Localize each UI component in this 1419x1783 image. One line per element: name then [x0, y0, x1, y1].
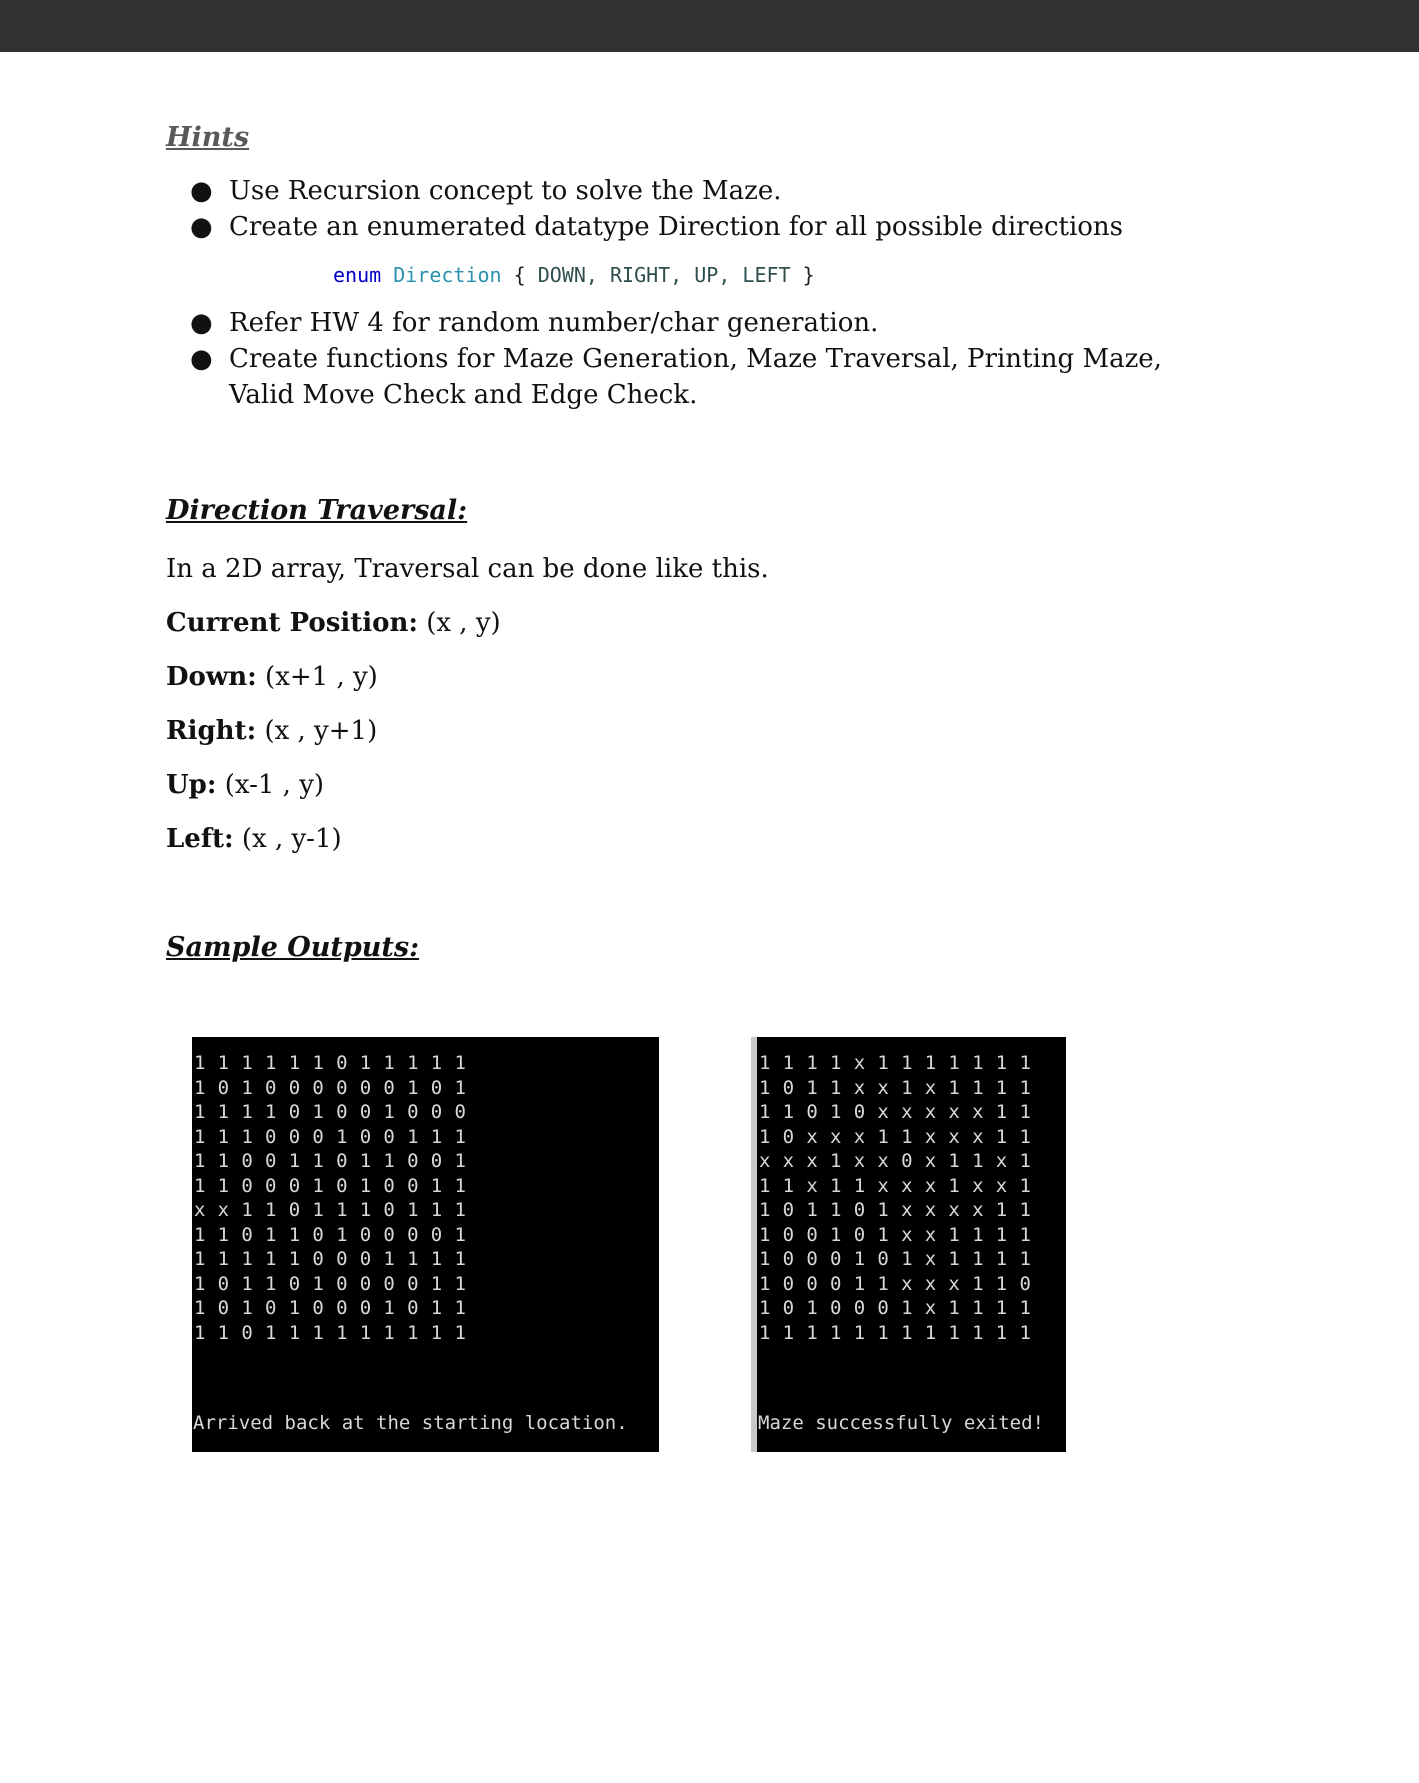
position-up — [166, 770, 1266, 800]
maze-row: 1 1 1 1 0 1 0 0 1 0 0 0 — [194, 1101, 467, 1123]
maze-row: 1 1 0 1 0 x x x x x 1 1 — [759, 1101, 1032, 1123]
position-left — [166, 824, 1266, 854]
maze-row: 1 0 1 0 1 0 0 0 1 0 1 1 — [194, 1297, 467, 1319]
code-values: DOWN, RIGHT, UP, LEFT — [537, 263, 791, 287]
position-label: Right: — [166, 716, 257, 746]
position-right — [166, 716, 1266, 746]
code-brace-close: } — [802, 263, 815, 287]
position-label: Up: — [166, 770, 217, 800]
direction-heading: Direction Traversal: — [166, 495, 468, 526]
maze-row: 1 0 1 1 0 1 0 0 0 0 1 1 — [194, 1272, 467, 1295]
maze-row: 1 1 1 1 1 1 0 1 1 1 1 1 — [194, 1052, 467, 1074]
maze-row: 1 1 0 1 1 1 1 1 1 1 1 1 — [194, 1321, 467, 1344]
maze-row: 1 1 0 0 1 1 0 1 1 0 0 1 — [194, 1150, 467, 1172]
list-item — [166, 209, 1266, 245]
maze-row: 1 1 0 0 0 1 0 1 0 0 1 1 — [194, 1174, 467, 1197]
direction-intro: In a 2D array, Traversal can be done like this. — [166, 554, 769, 584]
maze-row: 1 1 0 1 1 0 1 0 0 0 0 1 — [194, 1223, 467, 1246]
maze-grid-right — [759, 1051, 1031, 1345]
top-bar — [0, 0, 1419, 52]
position-label: Down: — [166, 662, 257, 692]
list-item — [166, 341, 1229, 413]
maze-row: 1 0 1 0 0 0 1 x 1 1 1 1 — [759, 1297, 1032, 1319]
list-item — [166, 173, 1266, 209]
sample-outputs-heading: Sample Outputs: — [166, 932, 420, 963]
maze-row: 1 0 0 0 1 1 x x x 1 1 0 — [759, 1272, 1032, 1295]
maze-row: 1 0 1 0 0 0 0 0 0 1 0 1 — [194, 1076, 467, 1099]
hints-list-bottom — [166, 305, 1266, 413]
maze-row: x x 1 1 0 1 1 1 0 1 1 1 — [194, 1199, 467, 1221]
maze-row: x x x 1 x x 0 x 1 1 x 1 — [759, 1150, 1032, 1172]
maze-row: 1 0 1 1 0 1 x x x x 1 1 — [759, 1199, 1032, 1221]
maze-grid-left — [194, 1051, 466, 1345]
list-item-text: Use Recursion concept to solve the Maze. — [229, 176, 782, 206]
maze-row: 1 0 1 1 x x 1 x 1 1 1 1 — [759, 1076, 1032, 1099]
code-brace-open: { — [513, 263, 526, 287]
list-item-text: Refer HW 4 for random number/char generation. — [229, 308, 879, 338]
code-keyword: enum — [333, 263, 382, 287]
maze-row: 1 0 x x x 1 1 x x x 1 1 — [759, 1125, 1032, 1148]
maze-row: 1 1 1 1 x 1 1 1 1 1 1 1 — [759, 1052, 1032, 1074]
code-type: Direction — [393, 263, 502, 287]
bullet-icon: ● — [190, 344, 213, 374]
maze-row: 1 1 1 1 1 0 0 0 1 1 1 1 — [194, 1248, 467, 1270]
position-value: (x , y-1) — [241, 824, 342, 854]
position-value: (x , y) — [426, 608, 501, 638]
list-item-text: Create functions for Maze Generation, Maze Traversal, Printing Maze, Valid Move Check and Edge Check. — [229, 344, 1162, 410]
position-label: Left: — [166, 824, 234, 854]
document-page — [166, 122, 1266, 963]
sample-output-right-console — [757, 1037, 1066, 1452]
maze-row: 1 1 1 0 0 0 1 0 0 1 1 1 — [194, 1125, 467, 1148]
enum-code — [333, 263, 1266, 287]
bullet-icon: ● — [190, 176, 213, 206]
position-current — [166, 608, 1266, 638]
position-value: (x , y+1) — [264, 716, 378, 746]
maze-row: 1 1 1 1 1 1 1 1 1 1 1 1 — [759, 1321, 1032, 1344]
console-message-left: Arrived back at the starting location. — [193, 1412, 628, 1434]
hints-list-top — [166, 173, 1266, 245]
sample-output-left-console — [192, 1037, 659, 1452]
position-value: (x-1 , y) — [224, 770, 325, 800]
list-item — [166, 305, 1266, 341]
maze-row: 1 1 x 1 1 x x x 1 x x 1 — [759, 1174, 1032, 1197]
position-down — [166, 662, 1266, 692]
maze-row: 1 0 0 1 0 1 x x 1 1 1 1 — [759, 1223, 1032, 1246]
hints-heading: Hints — [166, 122, 250, 153]
bullet-icon: ● — [190, 308, 213, 338]
list-item-text: Create an enumerated datatype Direction for all possible directions — [229, 212, 1124, 242]
position-label: Current Position: — [166, 608, 418, 638]
bullet-icon: ● — [190, 212, 213, 242]
position-value: (x+1 , y) — [265, 662, 378, 692]
maze-row: 1 0 0 0 1 0 1 x 1 1 1 1 — [759, 1248, 1032, 1270]
console-message-right: Maze successfully exited! — [758, 1412, 1044, 1434]
